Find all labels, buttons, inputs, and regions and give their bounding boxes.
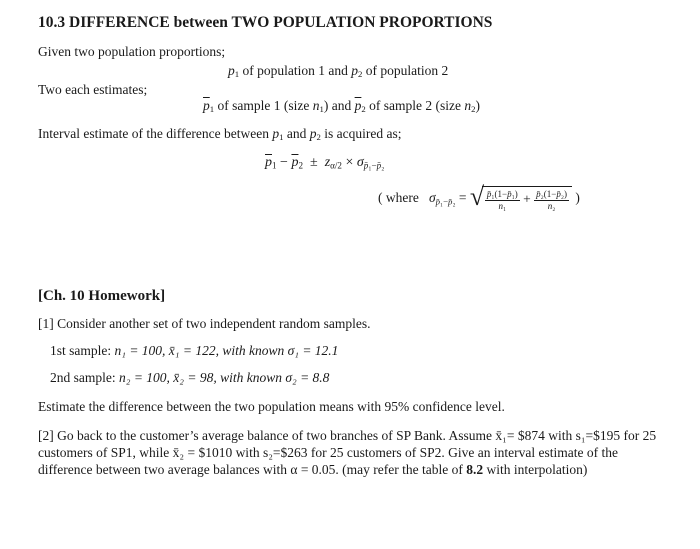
estimates-intro: Two each estimates; bbox=[38, 82, 148, 97]
interval-intro: Interval estimate of the difference between $p_1$ and $p_2$ is acquired as; bbox=[38, 126, 402, 143]
sample-2-line: 2nd sample: n₂ = 100, x̄₂ = 98, with known σ₂ = 8.8 bbox=[50, 370, 330, 385]
interval-formula: $\overline{p}_1 - \overline{p}_2 \pm z_{\alpha/2} \times \sigma_{p̄_1-p̄_2}$ bbox=[265, 155, 385, 171]
question-1-task: Estimate the difference between the two population means with 95% confidence level. bbox=[38, 399, 505, 414]
sample-estimates-line: $\overline{p}_1$ of sample 1 (size $n_1$) and $\overline{p}_2$ of sample 2 (size $n_2$) bbox=[203, 98, 480, 115]
sample-1-line: 1st sample: n₁ = 100, x̄₁ = 122, with known σ₁ = 12.1 bbox=[50, 343, 339, 358]
question-1-intro: [1] Consider another set of two independent random samples. bbox=[38, 316, 371, 331]
question-2: [2] Go back to the customer’s average balance of two branches of SP Bank. Assume x̄₁= $874 with s₁=$195 for 25 customers of SP1, while x̄₂ = $1010 with s₂=$263 for 25 customers of SP2. Give an interval estimate of the difference between two average balances with α = 0.05. (may refer the table of 8.2 with interpolation) bbox=[38, 428, 657, 477]
given-intro: Given two population proportions; bbox=[38, 44, 226, 59]
standard-error-formula: ( where $\sigma_{p̄_1-p̄_2}$ = √ $\frac{\text{p̄₁(1−p̄₁)}}{\text{n₁}}$ + $\frac{\text{p̄₂(1−p̄₂)}}{\text{n₂}}$ ) bbox=[378, 182, 580, 211]
population-proportions-line: $p_1$ of population 1 and $p_2$ of population 2 bbox=[228, 63, 449, 80]
square-root: √ $\frac{\text{p̄₁(1−p̄₁)}}{\text{n₁}}$ + $\frac{\text{p̄₂(1−p̄₂)}}{\text{n₂}}$ bbox=[470, 186, 572, 212]
section-title: 10.3 DIFFERENCE between TWO POPULATION PROPORTIONS bbox=[38, 14, 493, 31]
homework-title: [Ch. 10 Homework] bbox=[38, 288, 166, 304]
